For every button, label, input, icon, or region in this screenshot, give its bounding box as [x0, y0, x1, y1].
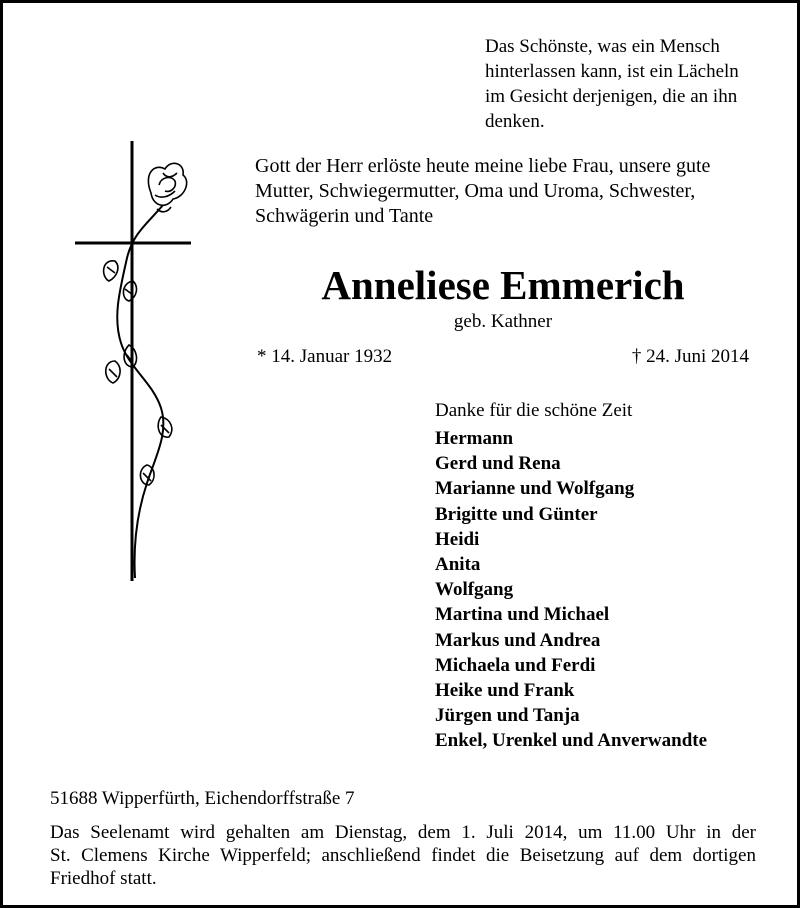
- mourner-name: Markus und Andrea: [435, 629, 601, 651]
- birth-date: * 14. Januar 1932: [257, 346, 393, 367]
- funeral-line: St. Clemens Kirche Wipperfeld; anschließend findet die Beisetzung auf dem dortigen: [50, 845, 756, 866]
- announcement-line: Schwägerin und Tante: [255, 205, 434, 227]
- mourner-name: Heike und Frank: [435, 680, 575, 702]
- quote-line: hinterlassen kann, ist ein Lächeln: [485, 61, 739, 82]
- mourner-name: Enkel, Urenkel und Anverwandte: [435, 730, 708, 752]
- mourner-name: Hermann: [435, 428, 514, 449]
- funeral-line: Das Seelenamt wird gehalten am Dienstag, dem 1. Juli 2014, um 11.00 Uhr in der: [50, 822, 756, 843]
- mourner-name: Brigitte und Günter: [435, 503, 598, 525]
- death-date: † 24. Juni 2014: [631, 346, 749, 367]
- mourner-name: Marianne und Wolfgang: [435, 478, 635, 500]
- mourners-list: [435, 426, 707, 754]
- maiden-name: geb. Kathner: [453, 311, 553, 332]
- quote-line: im Gesicht derjenigen, die an ihn: [485, 86, 738, 107]
- mourner-name: Heidi: [435, 528, 480, 550]
- mourner-name: Gerd und Rena: [435, 453, 561, 475]
- mourner-name: Wolfgang: [435, 579, 514, 601]
- deceased-name: Anneliese Emmerich: [321, 262, 685, 308]
- quote-line: Das Schönste, was ein Mensch: [485, 36, 720, 57]
- funeral-details: [50, 821, 756, 890]
- mourner-name: Anita: [435, 554, 481, 576]
- announcement-line: Mutter, Schwiegermutter, Oma und Uroma, Schwester,: [255, 180, 696, 202]
- mourner-name: Jürgen und Tanja: [435, 705, 580, 727]
- funeral-line: Friedhof statt.: [50, 868, 157, 889]
- thanks-line: Danke für die schöne Zeit: [435, 400, 633, 421]
- quote-line: denken.: [485, 111, 545, 132]
- announcement-line: Gott der Herr erlöste heute meine liebe Frau, unsere gute: [255, 155, 711, 177]
- mourner-name: Martina und Michael: [435, 604, 610, 626]
- mourner-name: Michaela und Ferdi: [435, 654, 596, 676]
- memorial-quote: [485, 34, 785, 134]
- announcement-text: [255, 154, 775, 229]
- cross-with-rose-icon: [63, 133, 203, 583]
- mourning-address: 51688 Wipperfürth, Eichendorffstraße 7: [50, 788, 355, 809]
